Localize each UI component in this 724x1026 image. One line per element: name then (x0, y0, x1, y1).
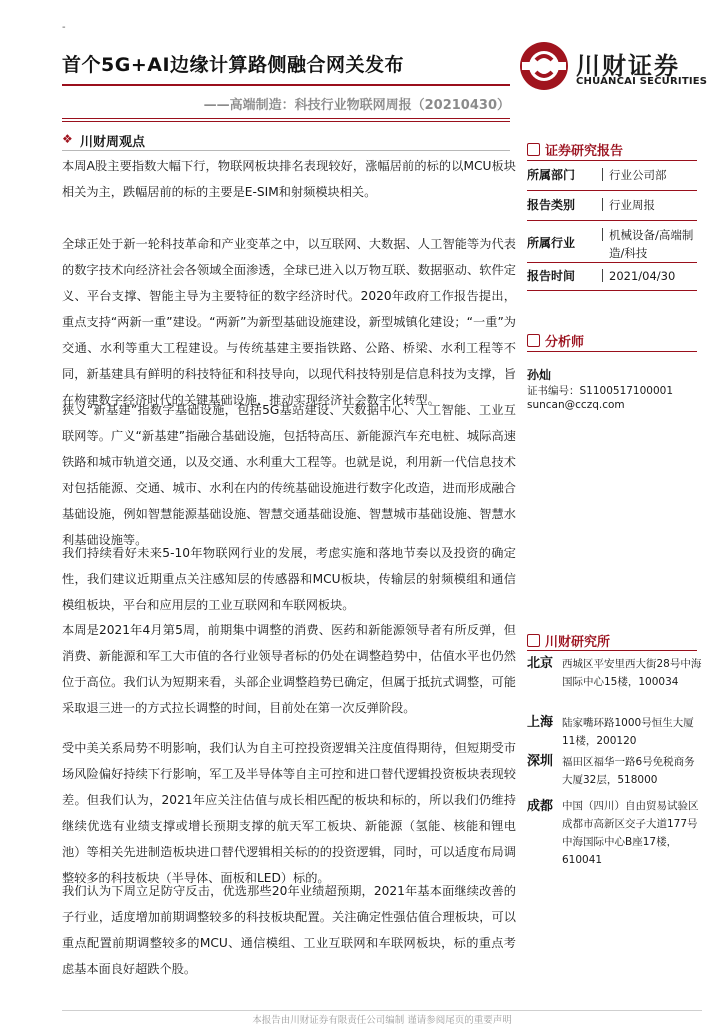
info-divider (527, 262, 697, 263)
paragraph-4: 我们持续看好未来5-10年物联网行业的发展，考虑实施和落地节奏以及投资的确定性，我们建议近期重点关注感知层的传感器和MCU板块，传输层的射频模组和通信模组板块，平台和应用层的工业互联网和车联网板块。 (62, 546, 516, 612)
analyst-icon (527, 334, 540, 347)
office-address: 福田区福华一路6号免税商务大厦32层，518000 (562, 756, 695, 786)
info-label: 报告时间 (527, 269, 576, 283)
logo-name-en: CHUANCAI SECURITIES (576, 76, 708, 87)
info-value: 行业公司部 (609, 166, 701, 184)
info-divider (527, 190, 697, 191)
info-label: 报告类别 (527, 198, 576, 212)
paragraph-2: 全球正处于新一轮科技革命和产业变革之中，以互联网、大数据、人工智能等为代表的数字技术向经济社会各领域全面渗透，全球已进入以万物互联、数据驱动、软件定义、平台支撑、智能主导为主要特征的数字经济时代。2020年政府工作报告提出，重点支持“两新一重”建设。“两新”为新型基础设施建设，新型城镇化建设；“一重”为交通、水利等重大工程建设。与传统基建主要指铁路、公路、桥梁、水利工程等不同，新基建具有鲜明的科技特征和科技导向，以现代科技特别是信息科技为支撑，旨在构建数字经济时代的关键基础设施，推动实现经济社会数字化转型。 (62, 237, 516, 407)
analyst-cert: 证书编号：S1100517100001 (527, 385, 674, 397)
report-icon (527, 143, 540, 156)
report-info-rule (527, 160, 697, 161)
info-divider (527, 220, 697, 221)
paragraph-6: 受中美关系局势不明影响，我们认为自主可控投资逻辑关注度值得期待，但短期受市场风险偏好持续下行影响，军工及半导体等自主可控和进口替代逻辑投资板块表现较差。但我们认为，2021年应关注估值与成长相匹配的板块和标的，所以我们仍维持继续优选有业绩支撑或增长预期支撑的航天军工板块、新能源（氢能、核能和锂电池）等相关先进制造板块进口替代逻辑相关标的的投资逻辑，同时，可以适度布局调整较多的科技板块（半导体、面板和LED）标的。 (62, 741, 516, 885)
info-value: 2021/04/30 (609, 267, 701, 285)
report-subtitle: ——高端制造：科技行业物联网周报（20210430） (203, 98, 510, 113)
office-city: 深圳 (527, 754, 554, 769)
office-city: 成都 (527, 799, 554, 814)
info-label: 所属部门 (527, 168, 576, 182)
diamond-bullet-icon: ❖ (62, 132, 73, 146)
info-value: 行业周报 (609, 196, 701, 214)
title-rule (62, 84, 510, 86)
office-address: 西城区平安里西大街28号中海国际中心15楼，100034 (562, 658, 702, 688)
analyst-heading-text: 分析师 (545, 335, 585, 350)
section-rule (62, 150, 510, 151)
report-info-heading-text: 证券研究报告 (545, 144, 624, 159)
paragraph-5: 本周是2021年4月第5周，前期集中调整的消费、医药和新能源领导者有所反弹，但消费、新能源和军工大市值的各行业领导者标的仍处在调整趋势中，估值水平也仍然位于高位。我们认为短期来看，头部企业调整趋势已确定，但属于抵抗式调整，可能采取退三进一的方式拉长调整的时间，目前处在第一次反弹阶段。 (62, 623, 516, 715)
section-title: 川财周观点 (80, 135, 146, 150)
office-city: 北京 (527, 656, 554, 671)
analyst-heading (527, 331, 584, 350)
info-label: 所属行业 (527, 236, 576, 250)
report-title: 首个5G+AI边缘计算路侧融合网关发布 (62, 54, 405, 76)
subtitle-rule-bottom (62, 121, 510, 122)
top-dash: - (62, 22, 66, 33)
subtitle-rule-top (62, 118, 510, 119)
analyst-email[interactable]: suncan@cczq.com (527, 399, 625, 411)
info-row-date (527, 267, 697, 289)
research-icon (527, 634, 540, 647)
info-row-department (527, 166, 697, 188)
company-logo (518, 40, 708, 96)
chuancai-logo-icon (518, 40, 570, 92)
footer-disclaimer: 本报告由川财证券有限责任公司编制 谨请参阅尾页的重要声明 (252, 1015, 512, 1026)
info-row-industry (527, 226, 697, 262)
office-address: 中国（四川）自由贸易试验区成都市高新区交子大道177号中海国际中心B座17楼，610041 (562, 800, 699, 866)
analyst-rule (527, 351, 697, 352)
research-heading-text: 川财研究所 (545, 635, 611, 650)
logo-name-cn: 川财证券 (576, 52, 680, 80)
report-info-heading (527, 140, 623, 159)
research-heading (527, 631, 610, 650)
paragraph-3: 狭义“新基建”指数字基础设施，包括5G基站建设、大数据中心、人工智能、工业互联网等。广义“新基建”指融合基础设施，包括特高压、新能源汽车充电桩、城际高速铁路和城市轨道交通，以及交通、水利重大工程等。也就是说，利用新一代信息技术对包括能源、交通、城市、水利在内的传统基础设施进行数字化改造，进而形成融合基础设施，例如智慧能源基础设施、智慧交通基础设施、智慧城市基础设施、智慧水利基础设施等。 (62, 403, 516, 547)
footer-rule (62, 1010, 702, 1011)
paragraph-7: 我们认为下周立足防守反击，优选那些20年业绩超预期，2021年基本面继续改善的子行业，适度增加前期调整较多的科技板块配置。关注确定性强估值合理板块，可以重点配置前期调整较多的MCU、通信模组、工业互联网和车联网板块，标的重点考虑基本面良好超跌个股。 (62, 884, 516, 976)
office-address: 陆家嘴环路1000号恒生大厦11楼，200120 (562, 717, 694, 747)
paragraph-1: 本周A股主要指数大幅下行，物联网板块排名表现较好，涨幅居前的标的以MCU板块相关为主，跌幅居前的标的主要是E-SIM和射频模块相关。 (62, 159, 516, 199)
analyst-name: 孙灿 (527, 368, 552, 382)
office-city: 上海 (527, 715, 554, 730)
info-value: 机械设备/高端制造/科技 (609, 226, 701, 262)
info-row-category (527, 196, 697, 218)
info-divider (527, 290, 697, 291)
research-rule (527, 650, 697, 651)
